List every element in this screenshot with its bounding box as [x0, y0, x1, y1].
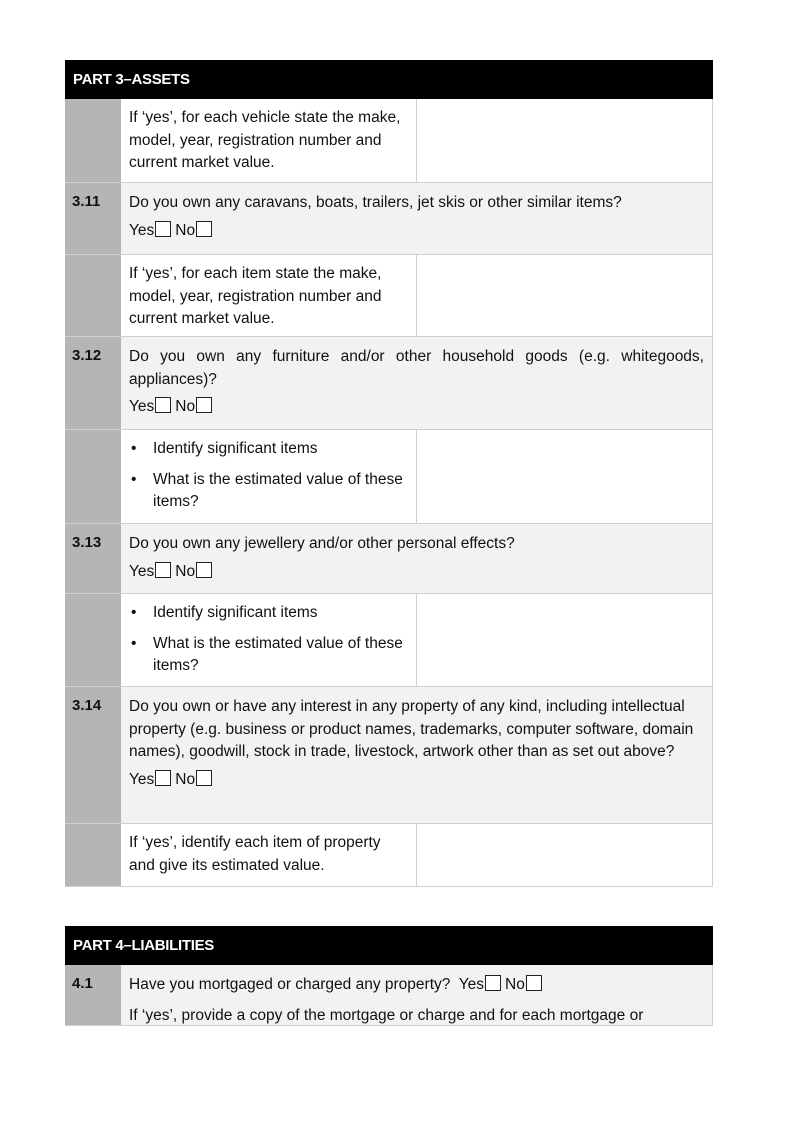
bullet-list — [129, 602, 408, 678]
no-label: No — [175, 221, 196, 239]
question-number: 3.14 — [65, 687, 121, 823]
bullets-row-3-12 — [65, 430, 713, 524]
question-cell — [121, 183, 713, 254]
vehicle-followup-row — [65, 99, 713, 183]
yes-label: Yes — [129, 562, 155, 580]
question-number: 3.11 — [65, 183, 121, 254]
question-number: 3.13 — [65, 524, 121, 593]
question-number: 3.12 — [65, 337, 121, 429]
question-text: Do you own any jewellery and/or other personal effects? — [129, 535, 515, 552]
bullets-row-3-13 — [65, 594, 713, 687]
question-cell — [121, 965, 713, 1025]
followup-answer[interactable] — [417, 824, 713, 886]
bullets-answer[interactable] — [417, 594, 713, 686]
question-cell — [121, 687, 713, 823]
vehicle-followup-answer[interactable] — [417, 99, 713, 182]
bullet-list — [129, 438, 408, 514]
part4-section — [65, 926, 713, 1026]
row-number-blank — [65, 824, 121, 886]
no-label: No — [175, 398, 196, 415]
followup-answer[interactable] — [417, 255, 713, 336]
row-number-blank — [65, 594, 121, 686]
yes-no-options — [129, 397, 704, 417]
question-row-3-13 — [65, 524, 713, 594]
no-checkbox[interactable] — [196, 221, 212, 237]
yes-no-options — [129, 562, 704, 582]
row-number-blank — [65, 430, 121, 523]
no-checkbox[interactable] — [196, 397, 212, 413]
bullet-list-cell — [121, 594, 417, 686]
no-label: No — [505, 976, 525, 993]
followup-row-3-14 — [65, 824, 713, 887]
yes-label: Yes — [129, 398, 155, 415]
question-text: Do you own or have any interest in any property of any kind, including intellectual property (e.g. business or product names, trademarks, computer software, domain names), goodwill, stock in trade, livestock, artwork other than as set out above? — [129, 698, 694, 760]
yes-checkbox[interactable] — [485, 975, 501, 991]
no-label: No — [175, 770, 196, 788]
bullet-item: • What is the estimated value of these items? — [129, 633, 408, 678]
question-line — [129, 974, 704, 997]
question-number: 4.1 — [65, 965, 121, 1025]
question-row-3-11 — [65, 183, 713, 255]
yes-checkbox[interactable] — [155, 397, 171, 413]
question-cell — [121, 337, 713, 429]
bullets-answer[interactable] — [417, 430, 713, 523]
bullet-list-cell — [121, 430, 417, 523]
row-number-blank — [65, 99, 121, 182]
no-label: No — [175, 562, 196, 580]
question-row-3-14 — [65, 687, 713, 824]
question-text: Do you own any furniture and/or other household goods (e.g. whitegoods, appliances)? — [129, 348, 704, 388]
followup-label: If ‘yes’, identify each item of property and give its estimated value. — [121, 824, 417, 886]
part3-section — [65, 60, 713, 887]
followup-row-3-11 — [65, 255, 713, 337]
no-checkbox[interactable] — [526, 975, 542, 991]
yes-label: Yes — [129, 770, 155, 788]
yes-checkbox[interactable] — [155, 562, 171, 578]
question-cell — [121, 524, 713, 593]
yes-checkbox[interactable] — [155, 770, 171, 786]
part3-header: PART 3–ASSETS — [65, 60, 713, 99]
no-checkbox[interactable] — [196, 770, 212, 786]
bullet-item: • Identify significant items — [129, 438, 408, 461]
followup-label: If ‘yes’, for each item state the make, model, year, registration number and current market value. — [121, 255, 417, 336]
question-text: Do you own any caravans, boats, trailers, jet skis or other similar items? — [129, 194, 622, 211]
yes-no-options — [129, 770, 704, 790]
bullet-item: • Identify significant items — [129, 602, 408, 625]
yes-label: Yes — [458, 976, 485, 993]
part4-header: PART 4–LIABILITIES — [65, 926, 713, 965]
question-row-3-12 — [65, 337, 713, 430]
yes-checkbox[interactable] — [155, 221, 171, 237]
question-row-4-1 — [65, 965, 713, 1026]
row-number-blank — [65, 255, 121, 336]
yes-no-options — [129, 221, 704, 241]
no-checkbox[interactable] — [196, 562, 212, 578]
vehicle-followup-label: If ‘yes’, for each vehicle state the make, model, year, registration number and current market value. — [121, 99, 417, 182]
yes-label: Yes — [129, 221, 155, 239]
question-text: Have you mortgaged or charged any property? — [129, 976, 451, 993]
followup-text: If ‘yes’, provide a copy of the mortgage or charge and for each mortgage or — [129, 1006, 644, 1024]
bullet-item: • What is the estimated value of these items? — [129, 469, 408, 514]
